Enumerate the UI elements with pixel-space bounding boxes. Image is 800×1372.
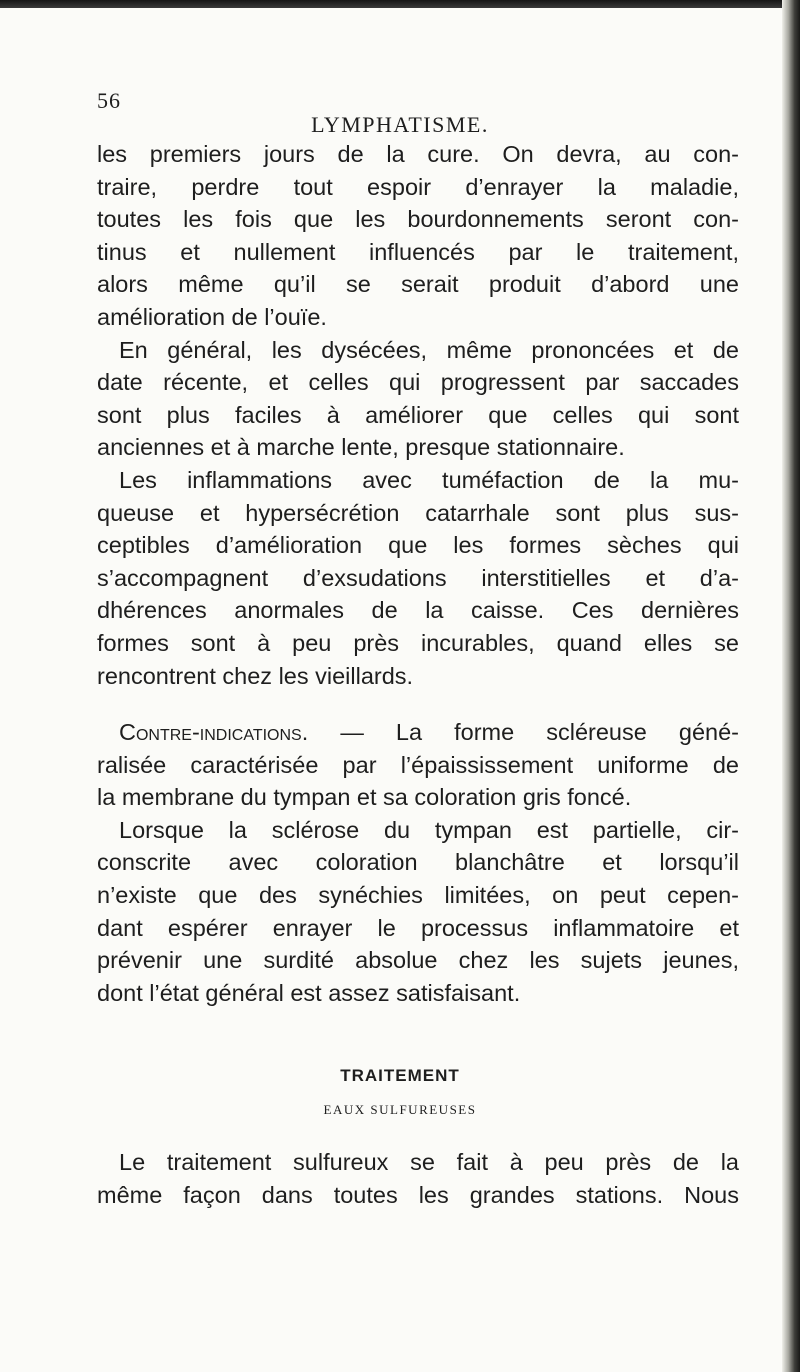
text-line: alors même qu’il se serait produit d’abord une [97,271,739,298]
text-line: la membrane du tympan et sa coloration gris foncé. [97,784,632,811]
text-line: ralisée caractérisée par l’épaississement uniforme de [97,751,739,778]
text-line: les premiers jours de la cure. On devra, au con- [97,141,739,167]
text-line: tinus et nullement influencés par le traitement, [97,238,739,265]
text-line: amélioration de l’ouïe. [97,303,327,330]
section-title: TRAITEMENT [340,1066,460,1085]
text-line: traire, perdre tout espoir d’enrayer la maladie, [97,173,739,200]
running-title: LYMPHATISME. [311,112,489,137]
text-line: Lorsque la sclérose du tympan est partielle, cir- [119,816,739,843]
section-subtitle: EAUX SULFUREUSES [323,1102,477,1117]
text-line: sont plus faciles à améliorer que celles qui sont [97,401,739,428]
text-line: Le traitement sulfureux se fait à peu près de la [119,1149,739,1175]
text-line [97,716,739,749]
text-line: Les inflammations avec tuméfaction de la mu- [119,466,739,493]
text-line: conscrite avec coloration blanchâtre et lorsqu’il [97,849,739,876]
text-line: dont l’état général est assez satisfaisant. [97,979,521,1006]
text-line: date récente, et celles qui progressent par saccades [97,369,739,396]
text-line: prévenir une surdité absolue chez les sujets jeunes, [97,947,739,974]
text-fragment: — La forme scléreuse géné- [308,719,739,746]
text-line: n’existe que des synéchies limitées, on peut cepen- [97,882,739,909]
text-line: En général, les dysécées, même prononcées et de [119,336,739,363]
text-line: formes sont à peu près incurables, quand elles se [97,629,739,656]
page-binding-shadow [782,0,800,1372]
text-line: anciennes et à marche lente, presque stationnaire. [97,434,625,461]
page-top-edge [0,0,800,8]
page-number: 56 [97,88,121,113]
section-lead-contre-indications: Contre-indications. [119,719,309,746]
text-line: queuse et hypersécrétion catarrhale sont plus sus- [97,499,739,526]
body-text-continued [97,1146,739,1211]
text-line: s’accompagnent d’exsudations interstitielles et d’a- [97,564,739,591]
text-line: ceptibles d’amélioration que les formes sèches qui [97,532,739,559]
text-line: dant espérer enrayer le processus inflammatoire et [97,914,739,941]
text-line: rencontrent chez les vieillards. [97,662,414,689]
text-line: même façon dans toutes les grandes stations. Nous [97,1181,739,1208]
text-line: dhérences anormales de la caisse. Ces dernières [97,597,739,624]
body-text [97,138,739,1009]
text-line: toutes les fois que les bourdonnements seront con- [97,206,739,233]
